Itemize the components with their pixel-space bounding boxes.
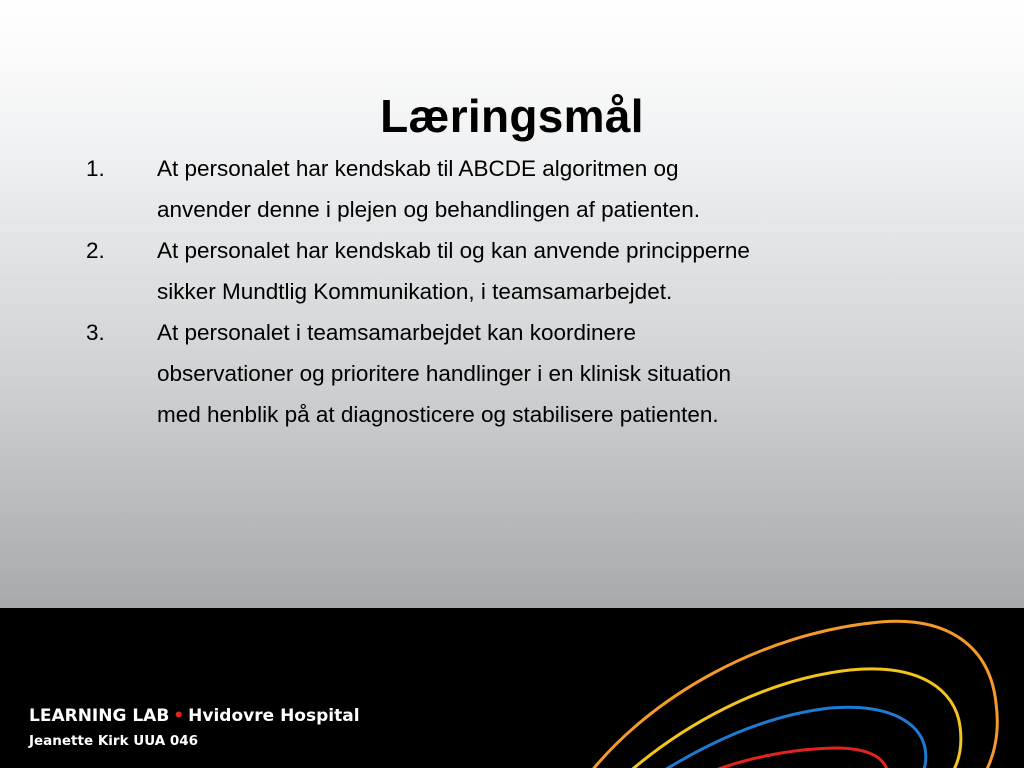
list-item-number: 3.	[86, 320, 105, 345]
list-item	[86, 230, 766, 312]
list-item-text: At personalet har kendskab til og kan anvende principperne sikker Mundtlig Kommunikation, i teamsamarbejdet.	[157, 238, 750, 304]
objectives-list	[86, 148, 766, 435]
brand-name: LEARNING LAB	[29, 706, 170, 726]
orange-arc	[590, 621, 997, 768]
list-item-number: 2.	[86, 238, 105, 263]
brand-separator-dot: •	[173, 706, 185, 726]
list-item	[86, 148, 766, 230]
slide-footer	[0, 608, 1024, 768]
blue-arc	[660, 707, 926, 768]
yellow-arc	[628, 669, 961, 768]
footer-author: Jeanette Kirk UUA 046	[29, 733, 199, 749]
list-item-text: At personalet i teamsamarbejdet kan koordinere observationer og prioritere handlinger i en klinisk situation med henblik på at diagnosticere og stabilisere patienten.	[157, 320, 732, 427]
list-item-text: At personalet har kendskab til ABCDE algoritmen og anvender denne i plejen og behandlingen af patienten.	[157, 156, 700, 222]
slide-title: Læringsmål	[380, 89, 644, 142]
list-item-number: 1.	[86, 156, 105, 181]
red-arc	[708, 748, 888, 768]
footer-brand	[29, 706, 360, 726]
hospital-name: Hvidovre Hospital	[188, 706, 360, 726]
list-item	[86, 312, 766, 435]
